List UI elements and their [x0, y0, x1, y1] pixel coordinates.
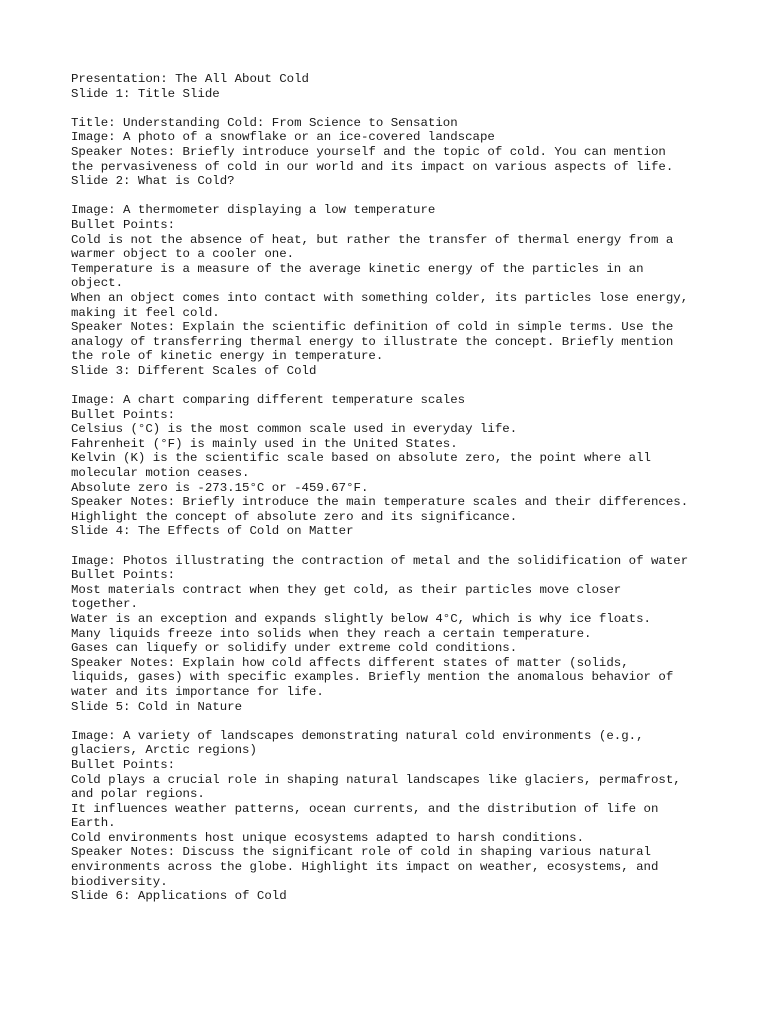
text-line: Cold plays a crucial role in shaping natural landscapes like glaciers, permafrost,: [71, 772, 681, 787]
text-line: and polar regions.: [71, 787, 205, 802]
image-description-line: Image: A chart comparing different temperature scales: [71, 393, 466, 408]
text-line: environments across the globe. Highlight its impact on weather, ecosystems, and: [71, 860, 659, 875]
text-line: making it feel cold.: [71, 305, 220, 320]
text-line: Many liquids freeze into solids when they reach a certain temperature.: [71, 626, 592, 641]
text-line: Fahrenheit (°F) is mainly used in the United States.: [71, 436, 458, 451]
bullet-points-label: Bullet Points:: [71, 757, 176, 772]
blank-line: [71, 101, 751, 116]
slide-heading: Slide 4: The Effects of Cold on Matter: [71, 524, 354, 539]
image-description-line: Image: A photo of a snowflake or an ice-covered landscape: [71, 130, 495, 145]
slide-heading: Slide 2: What is Cold?: [71, 174, 235, 189]
bullet-points-label: Bullet Points:: [71, 407, 176, 422]
text-line: warmer object to a cooler one.: [71, 247, 295, 262]
text-line: the pervasiveness of cold in our world and its impact on various aspects of life.: [71, 159, 674, 174]
text-line: Earth.: [71, 816, 116, 831]
blank-line: [71, 378, 751, 393]
text-line: Cold is not the absence of heat, but rather the transfer of thermal energy from a: [71, 232, 674, 247]
speaker-notes-line: Speaker Notes: Explain the scientific definition of cold in simple terms. Use the: [71, 320, 674, 335]
image-description-line: Image: A thermometer displaying a low temperature: [71, 203, 436, 218]
bullet-points-label: Bullet Points:: [71, 217, 176, 232]
presentation-title: Presentation: The All About Cold: [71, 72, 309, 86]
text-line: Most materials contract when they get cold, as their particles move closer: [71, 582, 622, 597]
text-line: Absolute zero is -273.15°C or -459.67°F.: [71, 480, 369, 495]
text-line: biodiversity.: [71, 874, 168, 889]
text-line: object.: [71, 276, 124, 291]
blank-line: [71, 539, 751, 554]
text-line: It influences weather patterns, ocean currents, and the distribution of life on: [71, 801, 659, 816]
slide-heading: Slide 3: Different Scales of Cold: [71, 363, 317, 378]
text-line: together.: [71, 597, 138, 612]
image-description-line: Image: Photos illustrating the contraction of metal and the solidification of water: [71, 553, 689, 568]
text-line: Water is an exception and expands slightly below 4°C, which is why ice floats.: [71, 611, 651, 626]
slide-heading: Slide 6: Applications of Cold: [71, 889, 287, 904]
text-line: water and its importance for life.: [71, 684, 324, 699]
slide-heading: Slide 5: Cold in Nature: [71, 699, 243, 714]
text-line: Temperature is a measure of the average kinetic energy of the particles in an: [71, 261, 644, 276]
image-description-line: Image: A variety of landscapes demonstrating natural cold environments (e.g.,: [71, 728, 644, 743]
slide-title-line: Title: Understanding Cold: From Science to Sensation: [71, 115, 458, 130]
speaker-notes-line: Speaker Notes: Explain how cold affects different states of matter (solids,: [71, 655, 629, 670]
speaker-notes-line: Speaker Notes: Discuss the significant role of cold in shaping various natural: [71, 845, 651, 860]
text-line: glaciers, Arctic regions): [71, 743, 257, 758]
text-line: When an object comes into contact with something colder, its particles lose energy,: [71, 290, 689, 305]
blank-line: [71, 189, 751, 204]
text-line: Highlight the concept of absolute zero and its significance.: [71, 509, 518, 524]
text-line: Kelvin (K) is the scientific scale based on absolute zero, the point where all: [71, 451, 651, 466]
document-text: [71, 72, 751, 904]
text-line: liquids, gases) with specific examples. Briefly mention the anomalous behavior of: [71, 670, 674, 685]
speaker-notes-line: Speaker Notes: Briefly introduce the main temperature scales and their differences.: [71, 495, 689, 510]
text-line: Gases can liquefy or solidify under extreme cold conditions.: [71, 641, 518, 656]
text-line: molecular motion ceases.: [71, 466, 250, 481]
text-line: analogy of transferring thermal energy to illustrate the concept. Briefly mention: [71, 334, 674, 349]
text-line: Celsius (°C) is the most common scale used in everyday life.: [71, 422, 518, 437]
text-line: Cold environments host unique ecosystems adapted to harsh conditions.: [71, 830, 585, 845]
speaker-notes-line: Speaker Notes: Briefly introduce yourself and the topic of cold. You can mention: [71, 144, 666, 159]
slide-heading: Slide 1: Title Slide: [71, 86, 220, 101]
blank-line: [71, 714, 751, 729]
bullet-points-label: Bullet Points:: [71, 568, 176, 583]
text-line: the role of kinetic energy in temperature.: [71, 349, 384, 364]
